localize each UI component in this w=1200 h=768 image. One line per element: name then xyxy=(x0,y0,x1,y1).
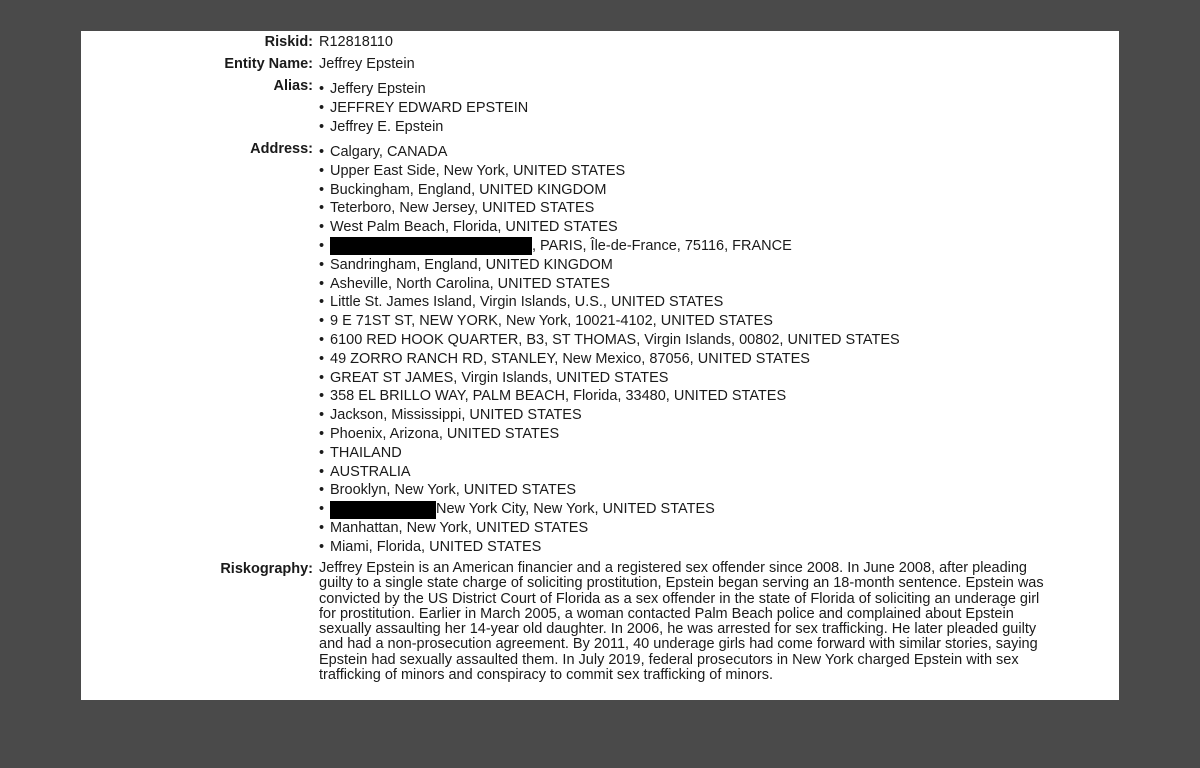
redaction-block xyxy=(330,237,532,255)
address-item: • Buckingham, England, UNITED KINGDOM xyxy=(319,181,607,198)
redaction-block xyxy=(330,501,436,519)
document-page xyxy=(81,31,1119,700)
address-item: • Miami, Florida, UNITED STATES xyxy=(319,538,542,555)
entity-name-label: Entity Name: xyxy=(224,56,313,72)
address-item: • , PARIS, Île-de-France, 75116, FRANCE xyxy=(319,237,792,254)
address-item: • Jackson, Mississippi, UNITED STATES xyxy=(319,407,582,424)
address-list xyxy=(319,143,900,557)
alias-item: • Jeffery Epstein xyxy=(319,81,426,97)
address-item: • New York City, New York, UNITED STATES xyxy=(319,501,715,518)
address-item: • West Palm Beach, Florida, UNITED STATES xyxy=(319,219,618,236)
address-item: • 6100 RED HOOK QUARTER, B3, ST THOMAS, Virgin Islands, 00802, UNITED STATES xyxy=(319,331,900,348)
address-item: • 9 E 71ST ST, NEW YORK, New York, 10021-4102, UNITED STATES xyxy=(319,313,773,330)
entity-name-value: Jeffrey Epstein xyxy=(319,56,415,72)
address-item: • Brooklyn, New York, UNITED STATES xyxy=(319,482,577,499)
address-item: • THAILAND xyxy=(319,444,402,461)
alias-label: Alias: xyxy=(273,78,313,94)
address-item: • Sandringham, England, UNITED KINGDOM xyxy=(319,256,613,273)
address-item: • 358 EL BRILLO WAY, PALM BEACH, Florida, 33480, UNITED STATES xyxy=(319,388,787,405)
address-item: • Phoenix, Arizona, UNITED STATES xyxy=(319,425,560,442)
riskid-label: Riskid: xyxy=(264,34,313,50)
alias-item: • Jeffrey E. Epstein xyxy=(319,118,444,135)
address-item: • Manhattan, New York, UNITED STATES xyxy=(319,519,589,536)
address-item: • Little St. James Island, Virgin Islands, U.S., UNITED STATES xyxy=(319,294,724,311)
address-item: • AUSTRALIA xyxy=(319,463,411,480)
riskography-text: Jeffrey Epstein is an American financier and a registered sex offender since 2008. In June 2008, after pleading guilty to a single state charge of soliciting prostitution, Epstein began serving an 18-month sentence. Epstein was convicted by the US District Court of Florida as a sex offender in the state of Florida of soliciting an underage girl for prostitution. Earlier in March 2005, a woman contacted Palm Beach police and complained about Epstein sexually assaulting her 14-year old daughter. In 2006, he was arrested for sex trafficking. He later pleaded guilty and had a non-prosecution agreement. By 2011, 40 underage girls had come forward with similar stories, saying Epstein had sexually assaulted them. In July 2019, federal prosecutors in New York charged Epstein with sex trafficking of minors and conspiracy to commit sex trafficking of minors. xyxy=(319,560,1044,684)
alias-item: • JEFFREY EDWARD EPSTEIN xyxy=(319,99,529,116)
address-item: • Calgary, CANADA xyxy=(319,144,448,160)
alias-list xyxy=(319,80,528,136)
address-item: • GREAT ST JAMES, Virgin Islands, UNITED STATES xyxy=(319,369,669,386)
address-item: • Upper East Side, New York, UNITED STATES xyxy=(319,162,626,179)
address-item: • Teterboro, New Jersey, UNITED STATES xyxy=(319,200,595,217)
riskography-label: Riskography: xyxy=(220,561,313,577)
address-item: • 49 ZORRO RANCH RD, STANLEY, New Mexico, 87056, UNITED STATES xyxy=(319,350,810,367)
riskid-value: R12818110 xyxy=(319,34,393,50)
address-item: • Asheville, North Carolina, UNITED STATES xyxy=(319,275,610,292)
address-label: Address: xyxy=(250,141,313,157)
